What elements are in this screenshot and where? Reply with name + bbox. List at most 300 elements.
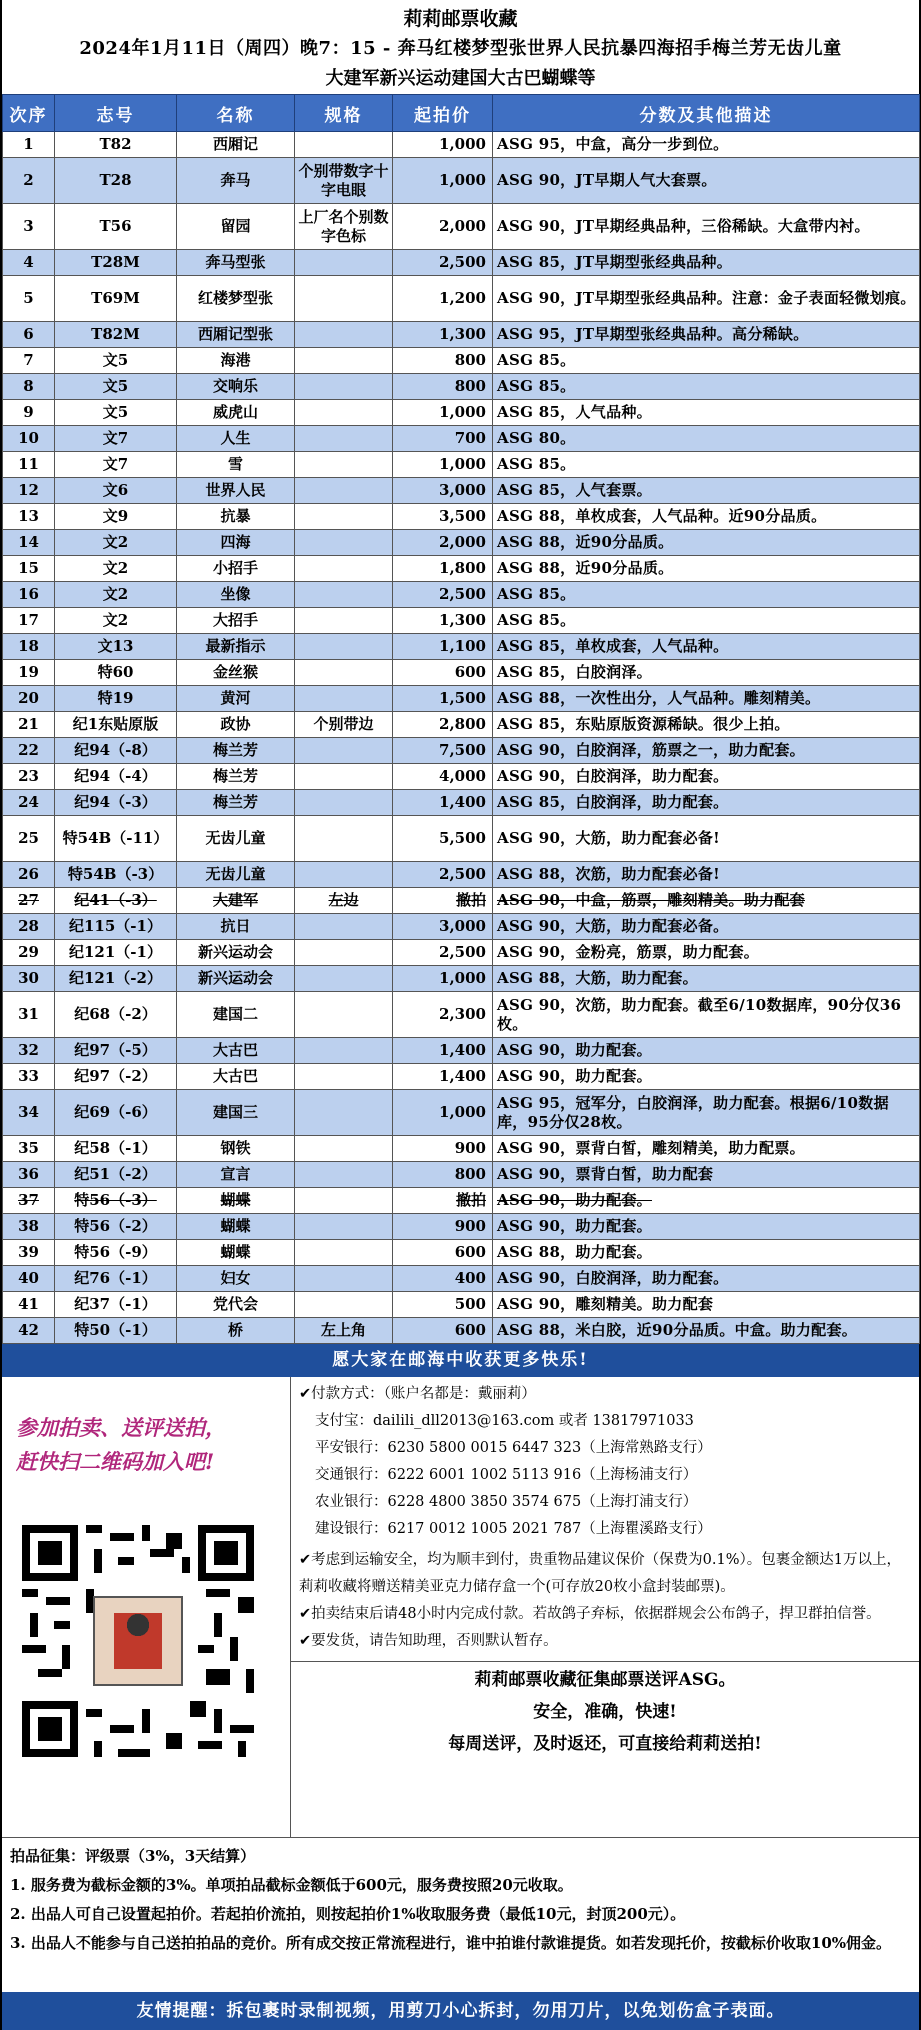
lot-number: 36 [3, 1162, 55, 1188]
auction-table [2, 94, 920, 1344]
lot-number: 31 [3, 992, 55, 1038]
stamp-name: 无齿儿童 [177, 816, 295, 862]
table-row [3, 1214, 920, 1240]
start-price: 2,500 [393, 862, 493, 888]
stamp-spec [295, 1064, 393, 1090]
lot-number: 28 [3, 914, 55, 940]
lot-description: ASG 85，东贴原版资源稀缺。很少上拍。 [493, 712, 920, 738]
stamp-code: 纪76（-1） [55, 1266, 177, 1292]
lot-number: 35 [3, 1136, 55, 1162]
lot-number: 17 [3, 608, 55, 634]
stamp-code: 文5 [55, 400, 177, 426]
start-price: 2,500 [393, 940, 493, 966]
stamp-spec [295, 816, 393, 862]
stamp-code: 文2 [55, 608, 177, 634]
lot-number: 42 [3, 1318, 55, 1344]
lot-description: ASG 90，雕刻精美。助力配套 [493, 1292, 920, 1318]
lot-number: 16 [3, 582, 55, 608]
lot-description: ASG 85，人气套票。 [493, 478, 920, 504]
table-row [3, 204, 920, 250]
fee-rule: 3. 出品人不能参与自己送拍拍品的竞价。所有成交按正常流程进行，谁中拍谁付款谁提货。如若发现托价，按截标价收取10%佣金。 [10, 1934, 892, 1952]
table-row [3, 686, 920, 712]
lot-description: ASG 90，JT早期型张经典品种。注意：金子表面轻微划痕。 [493, 276, 920, 322]
slogan-line-1: 莉莉邮票收藏征集邮票送评ASG。 [474, 1670, 736, 1690]
stamp-name: 梅兰芳 [177, 790, 295, 816]
lot-number: 24 [3, 790, 55, 816]
table-row [3, 426, 920, 452]
start-price: 撤拍 [393, 888, 493, 914]
lot-description: ASG 85，JT早期型张经典品种。 [493, 250, 920, 276]
table-row [3, 132, 920, 158]
stamp-spec [295, 400, 393, 426]
table-row [3, 452, 920, 478]
start-price: 700 [393, 426, 493, 452]
stamp-code: 特50（-1） [55, 1318, 177, 1344]
stamp-code: 文9 [55, 504, 177, 530]
stamp-code: 文7 [55, 426, 177, 452]
table-row [3, 660, 920, 686]
table-row [3, 634, 920, 660]
stamp-spec [295, 276, 393, 322]
start-price: 2,500 [393, 582, 493, 608]
promo-line-2: 赶快扫二维码加入吧! [16, 1449, 215, 1474]
start-price: 2,800 [393, 712, 493, 738]
lot-number: 2 [3, 158, 55, 204]
stamp-code: 纪68（-2） [55, 992, 177, 1038]
stamp-name: 大建军 [177, 888, 295, 914]
stamp-name: 西厢记型张 [177, 322, 295, 348]
stamp-spec [295, 738, 393, 764]
lot-description: ASG 85。 [493, 374, 920, 400]
table-row [3, 556, 920, 582]
stamp-code: 文2 [55, 582, 177, 608]
stamp-spec [295, 914, 393, 940]
stamp-name: 世界人民 [177, 478, 295, 504]
start-price: 600 [393, 1318, 493, 1344]
start-price: 2,500 [393, 250, 493, 276]
stamp-code: 纪69（-6） [55, 1090, 177, 1136]
bank-account: 交通银行：6222 6001 1002 5113 916（上海杨浦支行） [315, 1467, 698, 1483]
promo-line-1: 参加拍卖、送评送拍， [16, 1415, 226, 1440]
lot-number: 21 [3, 712, 55, 738]
table-row [3, 374, 920, 400]
start-price: 900 [393, 1136, 493, 1162]
stamp-name: 四海 [177, 530, 295, 556]
start-price: 撤拍 [393, 1188, 493, 1214]
lot-number: 9 [3, 400, 55, 426]
stamp-code: 纪97（-5） [55, 1038, 177, 1064]
stamp-code: 纪51（-2） [55, 1162, 177, 1188]
stamp-name: 奔马 [177, 158, 295, 204]
table-row [3, 276, 920, 322]
start-price: 800 [393, 348, 493, 374]
stamp-spec [295, 1136, 393, 1162]
stamp-code: 文6 [55, 478, 177, 504]
shipping-note: ✔考虑到运输安全，均为顺丰到付，贵重物品建议保价（保费为0.1%）。包裹金额达1万以上，莉莉收藏将赠送精美亚克力储存盒一个(可存放20枚小盒封装邮票)。 [299, 1552, 901, 1595]
stamp-code: 特54B（-3） [55, 862, 177, 888]
lot-description: ASG 95，中盒，高分一步到位。 [493, 132, 920, 158]
col-header-code: 志号 [55, 95, 177, 132]
stamp-spec [295, 790, 393, 816]
lot-description: ASG 88，助力配套。 [493, 1240, 920, 1266]
stamp-name: 新兴运动会 [177, 940, 295, 966]
stamp-code: 文2 [55, 556, 177, 582]
start-price: 1,000 [393, 1090, 493, 1136]
lot-number: 38 [3, 1214, 55, 1240]
stamp-name: 交响乐 [177, 374, 295, 400]
lot-number: 32 [3, 1038, 55, 1064]
stamp-code: 文5 [55, 348, 177, 374]
start-price: 2,000 [393, 204, 493, 250]
start-price: 1,500 [393, 686, 493, 712]
lot-description: ASG 95，JT早期型张经典品种。高分稀缺。 [493, 322, 920, 348]
stamp-spec [295, 426, 393, 452]
promo-panel [2, 1377, 291, 1837]
start-price: 1,000 [393, 966, 493, 992]
lot-number: 37 [3, 1188, 55, 1214]
table-row [3, 1038, 920, 1064]
start-price: 7,500 [393, 738, 493, 764]
stamp-name: 抗日 [177, 914, 295, 940]
lot-description: ASG 90，白胶润泽，助力配套。 [493, 1266, 920, 1292]
start-price: 500 [393, 1292, 493, 1318]
start-price: 900 [393, 1214, 493, 1240]
start-price: 600 [393, 1240, 493, 1266]
slogan-box [291, 1661, 919, 1760]
stamp-name: 蝴蝶 [177, 1240, 295, 1266]
stamp-spec [295, 322, 393, 348]
stamp-spec [295, 530, 393, 556]
table-row [3, 1266, 920, 1292]
lot-description: ASG 88，近90分品质。 [493, 530, 920, 556]
table-row [3, 1136, 920, 1162]
stamp-spec: 个别带边 [295, 712, 393, 738]
lot-description: ASG 90，助力配套。 [493, 1038, 920, 1064]
stamp-name: 威虎山 [177, 400, 295, 426]
start-price: 1,000 [393, 452, 493, 478]
delivery-note: ✔要发货，请告知助理，否则默认暂存。 [299, 1633, 558, 1649]
start-price: 1,300 [393, 608, 493, 634]
table-row [3, 348, 920, 374]
stamp-spec [295, 556, 393, 582]
stamp-spec [295, 452, 393, 478]
stamp-code: T28 [55, 158, 177, 204]
lot-description: ASG 85，白胶润泽。 [493, 660, 920, 686]
lot-number: 10 [3, 426, 55, 452]
page-subtitle-2: 大建军新兴运动建国大古巴蝴蝶等 [325, 68, 596, 89]
stamp-name: 党代会 [177, 1292, 295, 1318]
lot-number: 19 [3, 660, 55, 686]
fee-rule: 1. 服务费为截标金额的3%。单项拍品截标金额低于600元，服务费按照20元收取。 [10, 1876, 573, 1894]
lot-description: ASG 85。 [493, 608, 920, 634]
table-row [3, 764, 920, 790]
lot-number: 26 [3, 862, 55, 888]
payment-deadline-note: ✔拍卖结束后请48小时内完成付款。若故鸽子弃标，依据群规会公布鸽子，捍卫群拍信誉。 [299, 1606, 881, 1622]
table-row [3, 608, 920, 634]
stamp-name: 红楼梦型张 [177, 276, 295, 322]
fee-rules [2, 1838, 919, 1962]
stamp-spec [295, 1162, 393, 1188]
stamp-spec: 左上角 [295, 1318, 393, 1344]
stamp-name: 大古巴 [177, 1064, 295, 1090]
start-price: 5,500 [393, 816, 493, 862]
lot-number: 12 [3, 478, 55, 504]
table-body [3, 132, 920, 1344]
table-row [3, 1162, 920, 1188]
lot-description: ASG 90，助力配套。 [493, 1214, 920, 1240]
lot-number: 25 [3, 816, 55, 862]
start-price: 3,000 [393, 478, 493, 504]
col-header-description: 分数及其他描述 [493, 95, 920, 132]
table-row [3, 1318, 920, 1344]
lot-number: 4 [3, 250, 55, 276]
stamp-name: 人生 [177, 426, 295, 452]
lot-description: ASG 90，次筋，助力配套。截至6/10数据库，90分仅36枚。 [493, 992, 920, 1038]
lot-number: 22 [3, 738, 55, 764]
stamp-spec [295, 862, 393, 888]
start-price: 1,200 [393, 276, 493, 322]
stamp-spec [295, 764, 393, 790]
stamp-spec [295, 504, 393, 530]
table-row [3, 992, 920, 1038]
stamp-name: 黄河 [177, 686, 295, 712]
table-row [3, 790, 920, 816]
lot-description: ASG 88，近90分品质。 [493, 556, 920, 582]
page-subtitle: 2024年1月11日（周四）晚7：15 - 奔马红楼梦型张世界人民抗暴四海招手梅兰芳无齿儿童 [79, 38, 842, 59]
start-price: 1,000 [393, 400, 493, 426]
stamp-name: 大招手 [177, 608, 295, 634]
table-row [3, 478, 920, 504]
lot-number: 20 [3, 686, 55, 712]
stamp-spec [295, 686, 393, 712]
lot-description: ASG 95，冠军分，白胶润泽，助力配套。根据6/10数据库，95分仅28枚。 [493, 1090, 920, 1136]
start-price: 1,000 [393, 132, 493, 158]
start-price: 4,000 [393, 764, 493, 790]
table-row [3, 158, 920, 204]
page-title: 莉莉邮票收藏 [403, 8, 518, 30]
table-row [3, 1292, 920, 1318]
start-price: 600 [393, 660, 493, 686]
lot-description: ASG 90，票背白皙，助力配套 [493, 1162, 920, 1188]
alipay-account: 支付宝：dailili_dll2013@163.com 或者 13817971033 [315, 1413, 694, 1429]
stamp-name: 建国二 [177, 992, 295, 1038]
footer-reminder: 友情提醒：拆包裹时录制视频，用剪刀小心拆封，勿用刀片，以免划伤盒子表面。 [2, 1992, 919, 2030]
stamp-code: 纪121（-2） [55, 966, 177, 992]
table-row [3, 816, 920, 862]
stamp-name: 最新指示 [177, 634, 295, 660]
start-price: 800 [393, 374, 493, 400]
lot-description: ASG 80。 [493, 426, 920, 452]
stamp-spec [295, 1090, 393, 1136]
stamp-code: 特54B（-11） [55, 816, 177, 862]
table-row [3, 966, 920, 992]
lot-description: ASG 90，助力配套。 [493, 1064, 920, 1090]
lot-description: ASG 88，大筋，助力配套。 [493, 966, 920, 992]
stamp-code: 纪1东贴原版 [55, 712, 177, 738]
table-row [3, 940, 920, 966]
stamp-name: 大古巴 [177, 1038, 295, 1064]
lot-description: ASG 88，一次性出分，人气品种。雕刻精美。 [493, 686, 920, 712]
stamp-name: 留园 [177, 204, 295, 250]
start-price: 1,300 [393, 322, 493, 348]
col-header-name: 名称 [177, 95, 295, 132]
lot-description: ASG 88，单枚成套，人气品种。近90分品质。 [493, 504, 920, 530]
lot-description: ASG 88，次筋，助力配套必备! [493, 862, 920, 888]
lot-description: ASG 90，JT早期人气大套票。 [493, 158, 920, 204]
stamp-name: 妇女 [177, 1266, 295, 1292]
stamp-code: 纪94（-4） [55, 764, 177, 790]
stamp-code: 文13 [55, 634, 177, 660]
stamp-code: T82M [55, 322, 177, 348]
stamp-name: 梅兰芳 [177, 738, 295, 764]
start-price: 1,100 [393, 634, 493, 660]
stamp-code: 文2 [55, 530, 177, 556]
stamp-spec [295, 250, 393, 276]
stamp-code: 纪115（-1） [55, 914, 177, 940]
start-price: 2,000 [393, 530, 493, 556]
stamp-name: 小招手 [177, 556, 295, 582]
lot-description: ASG 90，中盒，筋票，雕刻精美。助力配套 [493, 888, 920, 914]
stamp-spec: 左边 [295, 888, 393, 914]
lot-number: 34 [3, 1090, 55, 1136]
stamp-code: 纪97（-2） [55, 1064, 177, 1090]
payment-title: ✔付款方式：（账户名都是：戴丽莉） [299, 1386, 536, 1402]
stamp-name: 坐像 [177, 582, 295, 608]
lot-number: 7 [3, 348, 55, 374]
stamp-name: 建国三 [177, 1090, 295, 1136]
stamp-name: 桥 [177, 1318, 295, 1344]
stamp-spec [295, 1038, 393, 1064]
stamp-spec [295, 966, 393, 992]
start-price: 2,300 [393, 992, 493, 1038]
start-price: 1,400 [393, 790, 493, 816]
stamp-name: 海港 [177, 348, 295, 374]
stamp-name: 金丝猴 [177, 660, 295, 686]
stamp-name: 西厢记 [177, 132, 295, 158]
lot-description: ASG 85，单枚成套，人气品种。 [493, 634, 920, 660]
lot-number: 29 [3, 940, 55, 966]
stamp-code: 特60 [55, 660, 177, 686]
lot-number: 30 [3, 966, 55, 992]
lot-description: ASG 90，金粉亮，筋票，助力配套。 [493, 940, 920, 966]
stamp-spec [295, 374, 393, 400]
table-row [3, 504, 920, 530]
table-header-row [3, 95, 920, 132]
col-header-order: 次序 [3, 95, 55, 132]
lot-number: 13 [3, 504, 55, 530]
bank-account: 平安银行：6230 5800 0015 6447 323（上海常熟路支行） [315, 1440, 712, 1456]
table-row [3, 1064, 920, 1090]
stamp-name: 梅兰芳 [177, 764, 295, 790]
stamp-spec [295, 992, 393, 1038]
stamp-spec: 上厂名个别数字色标 [295, 204, 393, 250]
lot-description: ASG 85，白胶润泽，助力配套。 [493, 790, 920, 816]
fee-rule: 2. 出品人可自己设置起拍价。若起拍价流拍，则按起拍价1%收取服务费（最低10元，封顶200元）。 [10, 1905, 686, 1923]
lot-number: 1 [3, 132, 55, 158]
lot-description: ASG 90，白胶润泽，助力配套。 [493, 764, 920, 790]
start-price: 3,500 [393, 504, 493, 530]
table-row [3, 1188, 920, 1214]
stamp-name: 抗暴 [177, 504, 295, 530]
qr-code-icon[interactable] [22, 1525, 254, 1757]
lot-number: 15 [3, 556, 55, 582]
table-row [3, 1090, 920, 1136]
stamp-code: 纪121（-1） [55, 940, 177, 966]
stamp-code: 文5 [55, 374, 177, 400]
lot-number: 41 [3, 1292, 55, 1318]
lot-description: ASG 85。 [493, 452, 920, 478]
stamp-spec [295, 1266, 393, 1292]
stamp-code: 文7 [55, 452, 177, 478]
stamp-spec [295, 608, 393, 634]
lot-description: ASG 88，米白胶，近90分品质。中盒。助力配套。 [493, 1318, 920, 1344]
lot-number: 27 [3, 888, 55, 914]
stamp-code: 纪41（-3） [55, 888, 177, 914]
stamp-spec [295, 1214, 393, 1240]
stamp-name: 蝴蝶 [177, 1188, 295, 1214]
bank-account: 农业银行：6228 4800 3850 3574 675（上海打浦支行） [315, 1494, 698, 1510]
info-section [2, 1377, 919, 1838]
start-price: 400 [393, 1266, 493, 1292]
stamp-code: T56 [55, 204, 177, 250]
stamp-code: 纪94（-3） [55, 790, 177, 816]
lot-description: ASG 90，助力配套。 [493, 1188, 920, 1214]
stamp-spec [295, 634, 393, 660]
stamp-code: 纪94（-8） [55, 738, 177, 764]
stamp-name: 钢铁 [177, 1136, 295, 1162]
stamp-code: T82 [55, 132, 177, 158]
lot-number: 14 [3, 530, 55, 556]
stamp-name: 奔马型张 [177, 250, 295, 276]
table-row [3, 322, 920, 348]
lot-number: 40 [3, 1266, 55, 1292]
table-row [3, 582, 920, 608]
lot-description: ASG 85。 [493, 348, 920, 374]
stamp-code: 特56（-3） [55, 1188, 177, 1214]
stamp-name: 雪 [177, 452, 295, 478]
lot-number: 3 [3, 204, 55, 250]
lot-number: 18 [3, 634, 55, 660]
lot-number: 8 [3, 374, 55, 400]
lot-description: ASG 90，票背白皙，雕刻精美，助力配票。 [493, 1136, 920, 1162]
payment-panel [291, 1377, 919, 1837]
stamp-code: 特19 [55, 686, 177, 712]
table-row [3, 888, 920, 914]
table-row [3, 738, 920, 764]
stamp-code: 纪58（-1） [55, 1136, 177, 1162]
start-price: 1,800 [393, 556, 493, 582]
table-row [3, 400, 920, 426]
lot-description: ASG 90，JT早期经典品种，三俗稀缺。大盒带内衬。 [493, 204, 920, 250]
stamp-name: 无齿儿童 [177, 862, 295, 888]
slogan-line-3: 每周送评，及时返还，可直接给莉莉送拍! [448, 1734, 762, 1754]
stamp-name: 蝴蝶 [177, 1214, 295, 1240]
col-header-spec: 规格 [295, 95, 393, 132]
table-row [3, 712, 920, 738]
start-price: 3,000 [393, 914, 493, 940]
stamp-name: 宣言 [177, 1162, 295, 1188]
stamp-code: 特56（-2） [55, 1214, 177, 1240]
stamp-spec [295, 132, 393, 158]
col-header-start-price: 起拍价 [393, 95, 493, 132]
fee-rule: 拍品征集：评级票（3%，3天结算） [10, 1847, 256, 1865]
lot-description: ASG 85，人气品种。 [493, 400, 920, 426]
stamp-spec [295, 348, 393, 374]
lot-number: 33 [3, 1064, 55, 1090]
stamp-code: T28M [55, 250, 177, 276]
lot-description: ASG 90，大筋，助力配套必备! [493, 816, 920, 862]
lot-number: 39 [3, 1240, 55, 1266]
